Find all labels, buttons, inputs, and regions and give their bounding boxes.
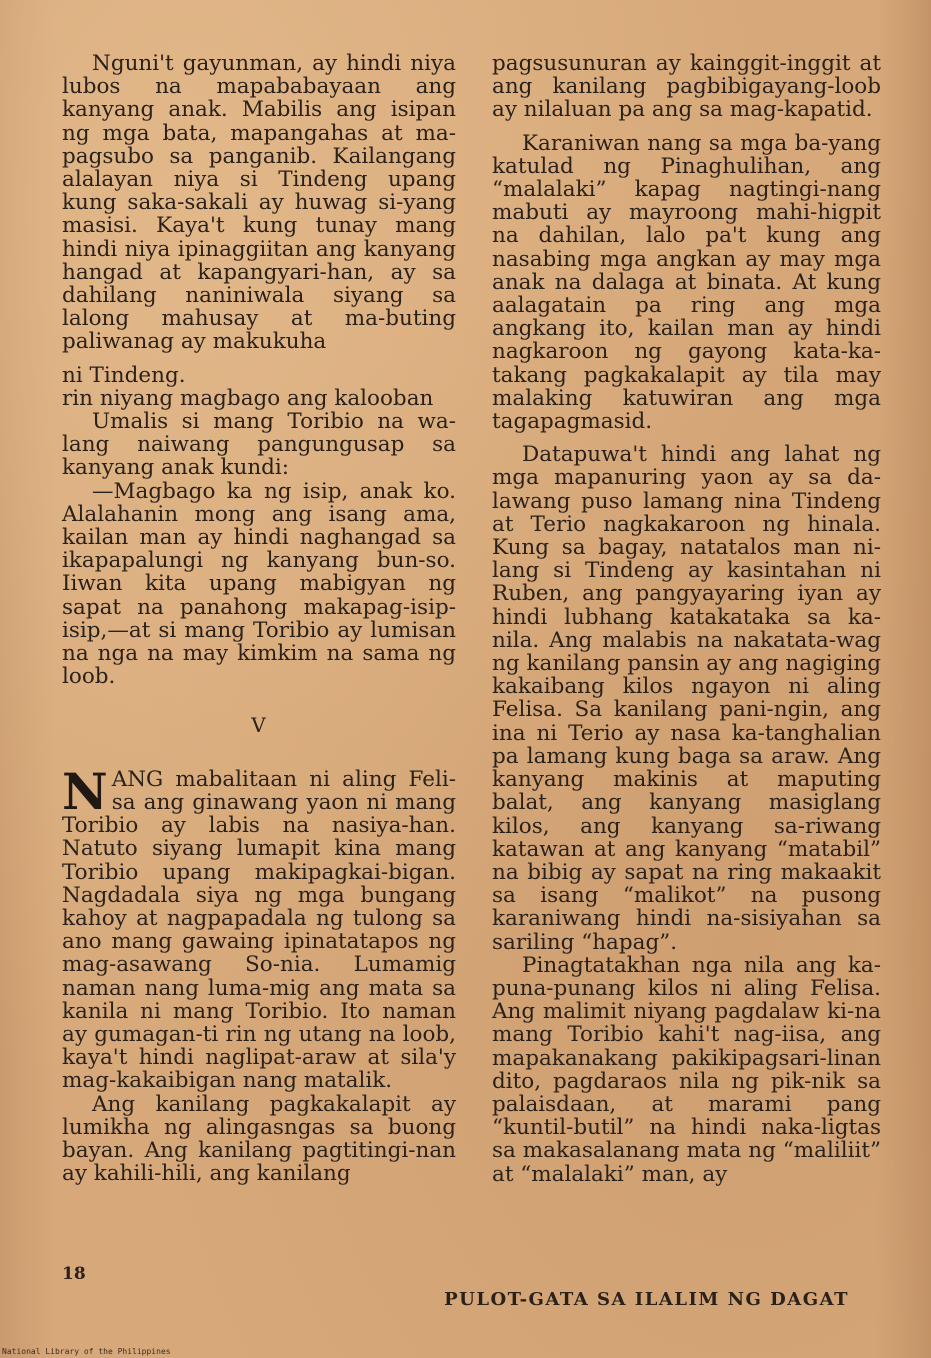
left-column	[62, 52, 456, 1185]
right-column	[492, 52, 881, 1186]
paragraph: —Magbago ka ng isip, anak ko. Alalahanin mong ang isang ama, kailan man ay hindi naghangad sa ikapapalungi ng kanyang bun-so. Iiwan kita upang mabigyan ng sapat na panahong makapag-isip-isip,—at si mang Toribio ay lumisan na nga na may kimkim na sama ng loob.	[62, 478, 456, 690]
section-number: V	[251, 713, 267, 738]
drop-cap-letter: N	[62, 761, 108, 821]
paragraph: Datapuwa't hindi ang lahat ng mga mapanuring yaon ay sa da-lawang puso lamang nina Tindeng at Terio nagkakaroon ng hinala. Kung sa bagay, natatalos man ni-lang si Tindeng ay kasintahan ni Ruben, ang pangyayaring iyan ay hindi lubhang katakataka sa ka-nila. Ang malabis na nakatata-wag ng kanilang pansin ay ang nagiging kakaibang kilos ngayon ni aling Felisa. Sa kanilang pani-ngin, ang ina ni Terio ay nasa ka-tanghalian pa lamang kung baga sa araw. Ang kanyang makinis at maputing balat, ang kanyang masiglang kilos, ang kanyang sa-riwang katawan at ang kanyang “matabil” na bibig ay sapat na ring makaakit sa isang “malikot” na pusong karaniwang hindi na-sisiyahan sa sariling “hapag”.	[492, 442, 881, 955]
running-title: PULOT-GATA SA ILALIM NG DAGAT	[444, 1289, 849, 1310]
paragraph-continued: pagsusunuran ay kainggit-inggit at ang kanilang pagbibigayang-loob ay nilaluan pa ang sa mag-kapatid.	[492, 51, 881, 123]
paragraph: Nguni't gayunman, ay hindi niya lubos na mapababayaan ang kanyang anak. Mabilis ang isipan ng mga bata, mapangahas at ma-pagsubo sa panganib. Kailangang alalayan niya si Tindeng upang kung saka-sakali ay huwag si-yang masisi. Kaya't kung tunay mang hindi niya ipinaggiitan ang kanyang hangad at kapangyari-han, ay sa dahilang naniniwala siyang sa lalong mahusay at ma-buting paliwanag ay makukuha	[62, 51, 456, 355]
archive-credit: National Library of the Philippines	[2, 1347, 171, 1356]
paragraph: Pinagtatakhan nga nila ang ka-puna-punang kilos ni aling Felisa. Ang malimit niyang pagdalaw ki-na mang Toribio kahi't nag-iisa, ang mapakanakang pakikipagsari-linan dito, pagdaraos nila ng pik-nik sa palaisdaan, at marami pang “kuntil-butil” na hindi naka-ligtas sa makasalanang mata ng “maliliit” at “malalaki” man, ay	[492, 952, 881, 1187]
paragraph-dropcap	[62, 761, 456, 1094]
paragraph-text: ANG mabalitaan ni aling Feli-sa ang ginawang yaon ni mang Toribio ay labis na nasiya-han. Natuto siyang lumapit kina mang Toribio upang makipagkai-bigan. Nagdadala siya ng mga bungang kahoy at nagpapadala ng tulong sa ano mang gawaing ipinatatapos ng mag-asawang So-nia. Lumamig naman nang luma-mig ang mata sa kanila ni mang Toribio. Ito naman ay gumagan-ti rin ng utang na loob, kaya't hindi naglipat-araw at sila'y mag-kakaibigan nang matalik.	[62, 766, 456, 1094]
paragraph: Karaniwan nang sa mga ba-yang katulad ng Pinaghulihan, ang “malalaki” kapag nagtingi-nang mabuti ay mayroong mahi-higpit na dahilan, lalo pa't kung ang nasabing mga angkan ay may mga anak na dalaga at binata. At kung aalagatain pa ring ang mga angkang ito, kailan man ay hindi nagkaroon ng gayong kata-ka-takang pagkakalapit ay tila may malaking katuwiran ang mga tagapagmasid.	[492, 130, 881, 435]
paragraph-tail: ni Tindeng.	[62, 362, 186, 388]
paragraph: Umalis si mang Toribio na wa-lang naiwang pangungusap sa kanyang anak kundi:	[62, 409, 456, 481]
misplaced-line: rin niyang magbago ang kalooban	[62, 385, 434, 411]
paragraph: Ang kanilang pagkakalapit ay lumikha ng alingasngas sa buong bayan. Ang kanilang pagtitingi-nan ay kahili-hili, ang kanilang	[62, 1091, 456, 1187]
page-number: 18	[62, 1264, 86, 1284]
